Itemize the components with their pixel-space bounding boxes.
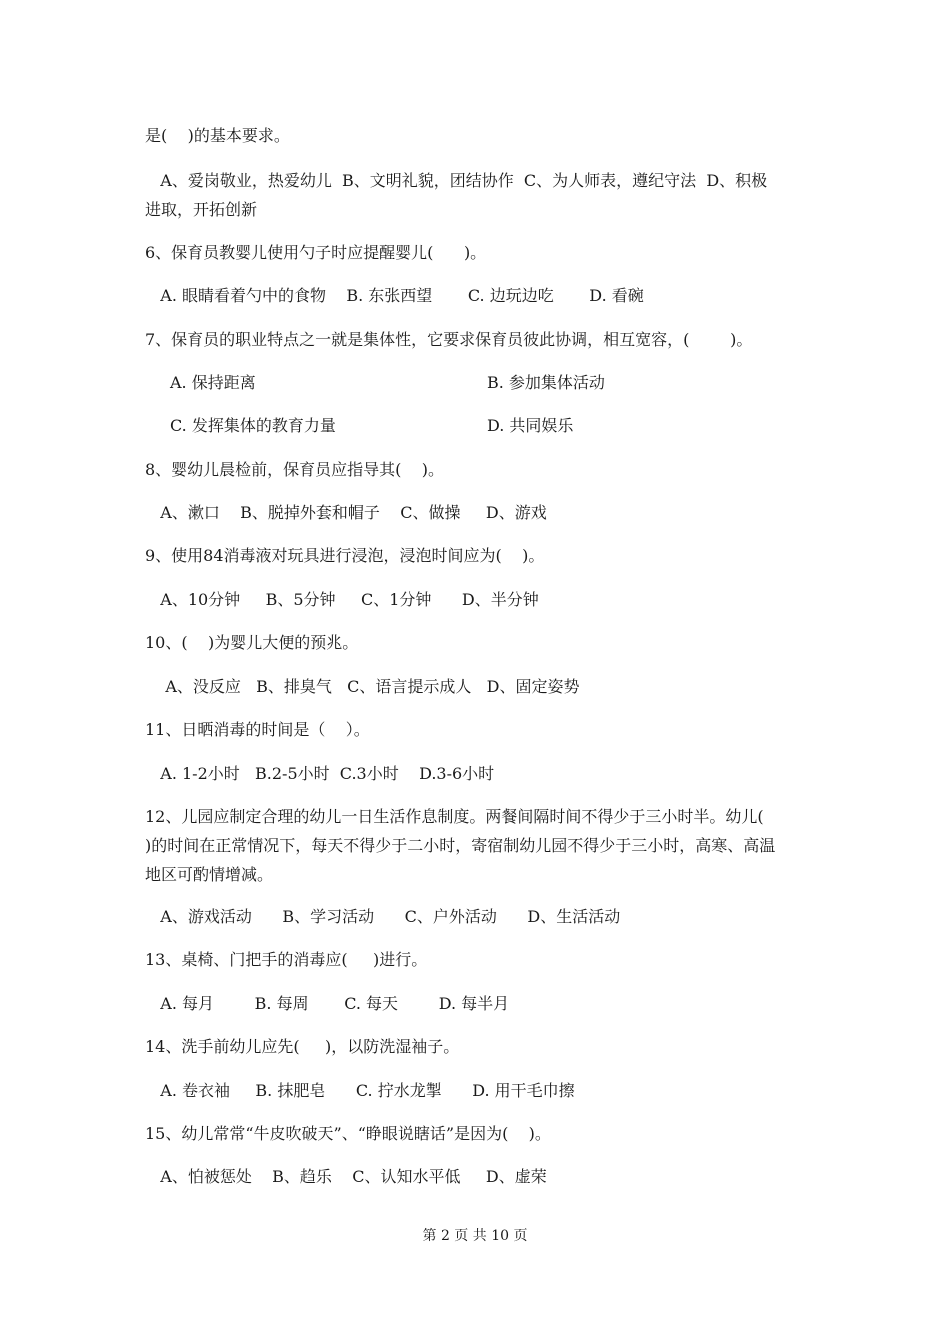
q9-options: A、10分钟 B、5分钟 C、1分钟 D、半分钟	[145, 590, 539, 609]
q5-stem-tail: 是( )的基本要求。	[145, 126, 290, 145]
q10-options: A、没反应 B、排臭气 C、语言提示成人 D、固定姿势	[145, 677, 580, 696]
q12-options: A、游戏活动 B、学习活动 C、户外活动 D、生活活动	[145, 907, 621, 926]
q7-option-d: D. 共同娱乐	[487, 416, 574, 435]
q8-stem: 8、婴幼儿晨检前，保育员应指导其( )。	[145, 460, 445, 479]
q12-stem-2: )的时间在正常情况下，每天不得少于二小时，寄宿制幼儿园不得少于三小时，高寒、高温	[145, 836, 776, 855]
q5-options-cont: 进取，开拓创新	[145, 200, 258, 219]
q9-stem: 9、使用84消毒液对玩具进行浸泡，浸泡时间应为( )。	[145, 546, 545, 565]
q5-options: A、爱岗敬业，热爱幼儿 B、文明礼貌，团结协作 C、为人师表，遵纪守法 D、积极	[145, 171, 768, 190]
q6-options: A. 眼睛看着勺中的食物 B. 东张西望 C. 边玩边吃 D. 看碗	[145, 286, 644, 305]
q10-stem: 10、( )为婴儿大便的预兆。	[145, 633, 359, 652]
q14-options: A. 卷衣袖 B. 抹肥皂 C. 拧水龙掣 D. 用干毛巾擦	[145, 1081, 575, 1100]
q7-option-b: B. 参加集体活动	[487, 373, 605, 392]
q7-stem: 7、保育员的职业特点之一就是集体性，它要求保育员彼此协调，相互宽容，( )。	[145, 330, 753, 349]
q8-options: A、漱口 B、脱掉外套和帽子 C、做操 D、游戏	[145, 503, 547, 522]
q15-options: A、怕被惩处 B、趋乐 C、认知水平低 D、虚荣	[145, 1167, 547, 1186]
q11-stem: 11、日晒消毒的时间是（ ）。	[145, 720, 370, 739]
q12-stem-1: 12、儿园应制定合理的幼儿一日生活作息制度。两餐间隔时间不得少于三小时半。幼儿(	[145, 807, 764, 826]
q7-option-c: C. 发挥集体的教育力量	[170, 416, 336, 435]
q7-option-a: A. 保持距离	[170, 373, 256, 392]
q12-stem-3: 地区可酌情增减。	[145, 865, 274, 884]
page-footer: 第 2 页 共 10 页	[422, 1228, 528, 1244]
q6-stem: 6、保育员教婴儿使用勺子时应提醒婴儿( )。	[145, 243, 487, 262]
q13-options: A. 每月 B. 每周 C. 每天 D. 每半月	[145, 994, 510, 1013]
q14-stem: 14、洗手前幼儿应先( )，以防洗湿袖子。	[145, 1037, 460, 1056]
q11-options: A. 1-2小时 B.2-5小时 C.3小时 D.3-6小时	[145, 764, 495, 783]
q15-stem: 15、幼儿常常“牛皮吹破天”、“睁眼说瞎话”是因为( )。	[145, 1124, 551, 1143]
q13-stem: 13、桌椅、门把手的消毒应( )进行。	[145, 950, 428, 969]
